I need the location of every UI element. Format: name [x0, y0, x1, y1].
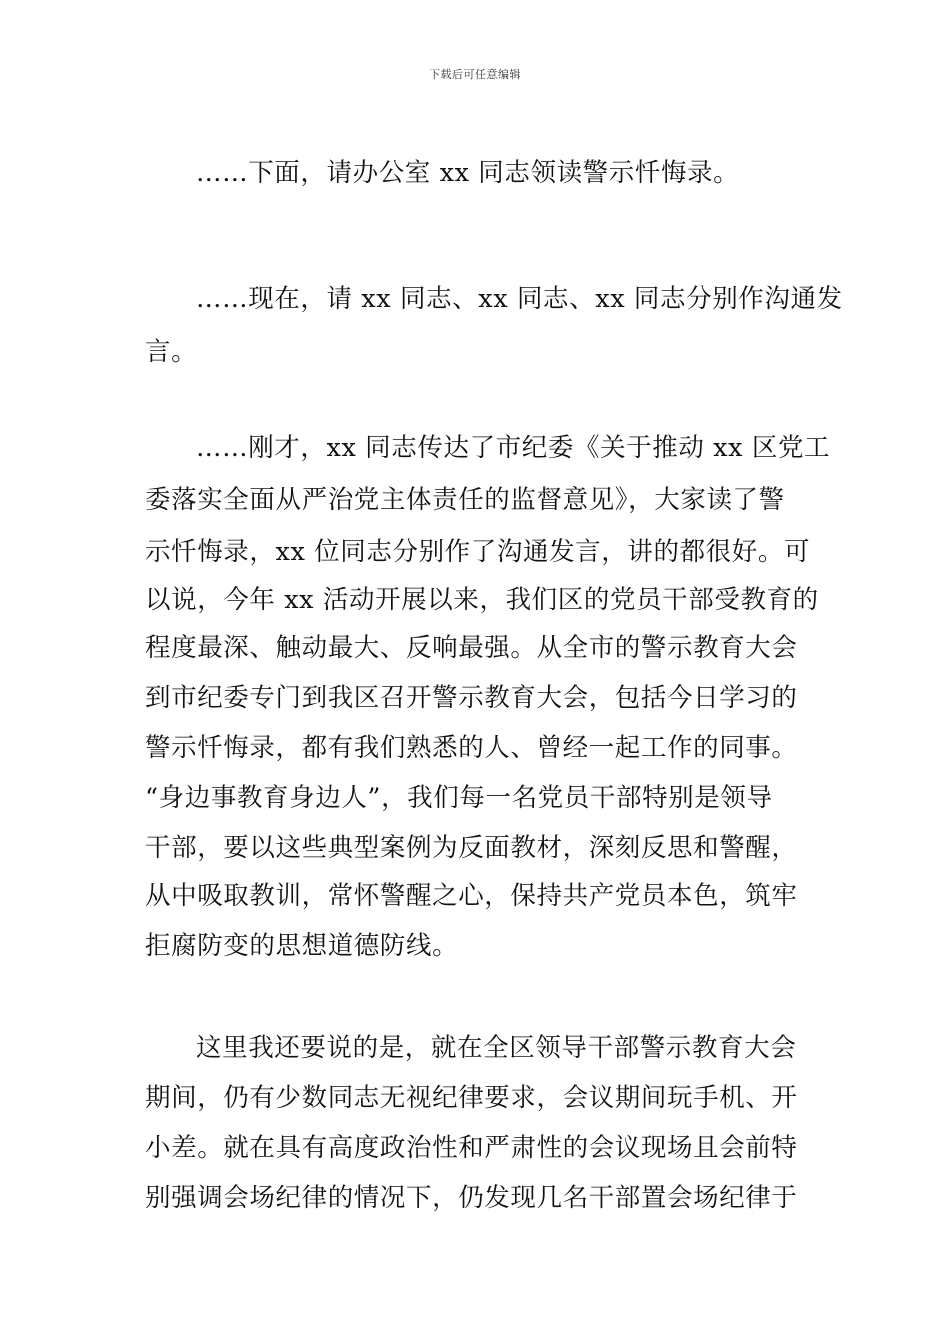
- paragraph-line: 从中吸取教训，常怀警醒之心，保持共产党员本色，筑牢: [145, 881, 798, 911]
- paragraph-line: “身边事教育身边人”，我们每一名党员干部特别是领导: [145, 783, 773, 813]
- page-header: 下载后可任意编辑: [429, 68, 521, 81]
- paragraph-line: 小差。就在具有高度政治性和严肃性的会议现场且会前特: [145, 1133, 798, 1163]
- paragraph-line: 以说，今年 xx 活动开展以来，我们区的党员干部受教育的: [145, 585, 819, 615]
- paragraph-line: ……现在，请 xx 同志、xx 同志、xx 同志分别作沟通发: [196, 284, 843, 314]
- paragraph-line: ……刚才，xx 同志传达了市纪委《关于推动 xx 区党工: [196, 433, 831, 463]
- paragraph-line: 言。: [145, 337, 198, 367]
- paragraph-line: 到市纪委专门到我区召开警示教育大会，包括今日学习的: [145, 683, 798, 713]
- paragraph-line: 别强调会场纪律的情况下，仍发现几名干部置会场纪律于: [145, 1183, 798, 1213]
- paragraph-line: 警示忏悔录，都有我们熟悉的人、曾经一起工作的同事。: [145, 733, 798, 763]
- paragraph-line: ……下面，请办公室 xx 同志领读警示忏悔录。: [196, 158, 740, 188]
- paragraph-line: 这里我还要说的是，就在全区领导干部警示教育大会: [196, 1033, 797, 1063]
- paragraph-line: 程度最深、触动最大、反响最强。从全市的警示教育大会: [145, 633, 798, 663]
- paragraph-line: 干部，要以这些典型案例为反面教材，深刻反思和警醒，: [145, 833, 798, 863]
- paragraph-line: 拒腐防变的思想道德防线。: [145, 931, 459, 961]
- paragraph-line: 委落实全面从严治党主体责任的监督意见》，大家读了警: [145, 485, 785, 515]
- paragraph-line: 期间，仍有少数同志无视纪律要求，会议期间玩手机、开: [145, 1083, 798, 1113]
- paragraph-line: 示忏悔录，xx 位同志分别作了沟通发言，讲的都很好。可: [145, 537, 811, 567]
